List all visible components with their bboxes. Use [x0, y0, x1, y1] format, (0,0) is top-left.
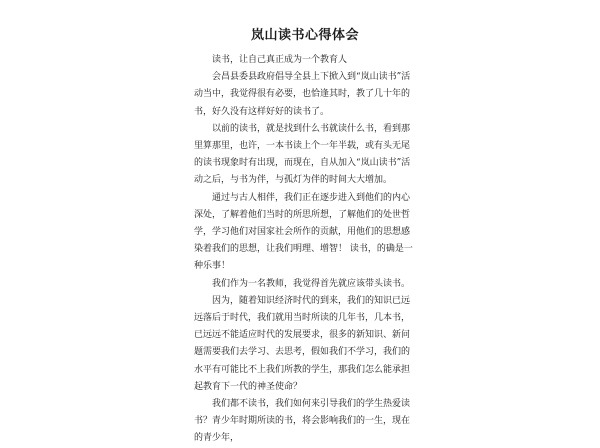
paragraph: 我们作为一名教师，我觉得首先就应该带头读书。 — [212, 278, 411, 289]
document-title: 岚山读书心得体会 — [250, 28, 359, 43]
document-page — [194, 28, 416, 448]
paragraph-subtitle: 读书，让自己真正成为一个教育人 — [212, 55, 348, 65]
paragraph: 会昌县委县政府倡导全县上下掀入到“岚山读书”活动当中，我觉得很有必要，也恰逢其时，教了几十年的书，好久没有这样好好的读书了。 — [194, 72, 411, 117]
paragraph: 我们都不读书，我们如何来引导我们的学生热爱读书？青少年时期所读的书，将会影响我们的一生，现在的青少年， — [194, 399, 411, 444]
paragraph: 因为，随着知识经济时代的到来，我们的知识已远远落后于时代，我们就用当时所读的几年书，几本书，已远远不能适应时代的发展要求，很多的新知识、新问题需要我们去学习、去思考，假如我们不学习，我们的水平有可能比不上我们所教的学生，那我们怎么能承担起教育下一代的神圣使命？ — [194, 295, 411, 392]
paragraph: 以前的读书，就是找到什么书就读什么书，看到那里算那里，也许，一本书读上个一年半载，或有头无尾的读书现象时有出现，而现在，自从加入“岚山读书”活动之后，与书为伴，与孤灯为伴的时间大大增加。 — [194, 123, 411, 186]
paragraph: 通过与古人相伴，我们正在逐步进入到他们的内心深处，了解着他们当时的所思所想，了解他们的处世哲学，学习他们对国家社会所作的贡献，用他们的思想感染着我们的思想，让我们明理、增智！ 读书，的确是一种乐事！ — [194, 192, 413, 272]
